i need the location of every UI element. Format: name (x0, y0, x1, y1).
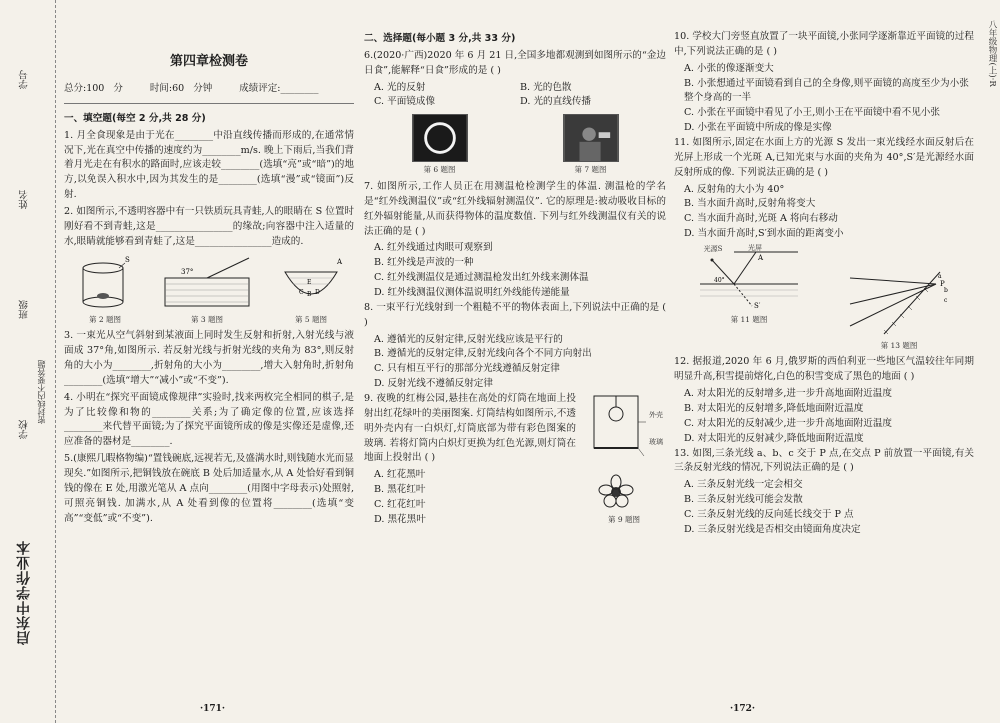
figure-7 (563, 114, 619, 176)
option: A. 反射角的大小为 40° (684, 183, 785, 195)
svg-text:S′: S′ (754, 302, 761, 311)
fig11-source-label: 光源S (703, 245, 723, 254)
option: A. 三条反射光线一定会相交 (684, 479, 803, 491)
option: A. 红花黑叶 (374, 469, 426, 481)
option: C. 三条反射光线的反向延长线交于 P 点 (684, 508, 854, 520)
page-number-right: ·172· (730, 704, 756, 715)
option: D. 光的直线传播 (520, 96, 592, 108)
time-limit: 时间:60 分钟 (149, 83, 213, 95)
fig9-glass-label: 玻璃 (649, 437, 663, 446)
fig11-screen-label: 光屏 (748, 243, 762, 252)
svg-text:A: A (337, 257, 343, 266)
figure-11 (694, 243, 804, 351)
option: B. 黑花红叶 (374, 484, 426, 496)
fig9-shell-label: 外壳 (649, 410, 663, 419)
option: C. 红花红叶 (374, 498, 426, 510)
exam-meta: 总分:100 分 时间:60 分钟 成绩评定:________ (64, 82, 354, 104)
figures-left (64, 254, 354, 326)
option: D. 对太阳光的反射减少,降低地面附近温度 (684, 432, 864, 444)
column-left (64, 30, 354, 528)
option: C. 平面镜成像 (374, 96, 436, 108)
question-5: 5.(康熙几暇格物编)“置钱碗底,远视若无,及盛满水时,则钱随水光而显现矣.”如图所示,把铜钱放在碗底 B 处后加适量水,从 A 处恰好看到铜钱的像在 E 处,用激光笔从 A 点向________(用图中字母表示)处照射,可照亮铜钱. 加满水,从 A 处看到像的位置将________(选填“变高”“变低”或“不变”). (64, 453, 354, 524)
option: C. 小张在平面镜中看见了小王,则小王在平面镜中看不见小张 (684, 107, 940, 119)
option: A. 遵循光的反射定律,反射光线应该是平行的 (374, 333, 563, 345)
option: B. 小张想通过平面镜看到自己的全身像,则平面镜的高度至少为小张整个身高的一半 (684, 77, 969, 104)
figure-13-caption: 第 13 题图 (880, 340, 918, 350)
svg-text:P: P (940, 279, 945, 288)
option: D. 反射光线不遵循反射定律 (374, 378, 493, 390)
figure-2 (75, 254, 135, 326)
figure-5 (279, 254, 343, 326)
section-choice-title: 二、选择题(每小题 3 分,共 33 分) (364, 33, 516, 44)
option: D. 黑花黑叶 (374, 513, 426, 525)
section-fill-title: 一、填空题(每空 2 分,共 28 分) (64, 112, 206, 124)
figure-6 (412, 114, 468, 176)
figure-7-caption: 第 7 题图 (574, 165, 607, 175)
svg-text:S: S (125, 255, 130, 264)
svg-text:a: a (938, 272, 942, 280)
option: A. 小张的像逐渐变大 (684, 62, 774, 74)
question-7: 7. 如图所示,工作人员正在用测温枪检测学生的体温. 测温枪的学名是“红外线测温仪”或“红外线辐射测温仪”. 它的原理是:被动吸收目标的红外辐射能量,从而获得物体的温度数值. 下列与红外线测温仪有关的说法正确的是 ( ) (364, 180, 666, 237)
figure-9 (582, 392, 666, 555)
figure-9-caption: 第 9 题图 (607, 514, 641, 524)
figure-3-caption: 第 3 题图 (190, 314, 224, 324)
option: B. 红外线是声波的一种 (374, 257, 474, 269)
svg-text:E: E (307, 278, 312, 286)
chapter-title: 第四章检测卷 (169, 54, 248, 69)
option: B. 光的色散 (520, 81, 572, 93)
grade-label: 八年级物理(上)·R (987, 20, 997, 87)
option: A. 光的反射 (374, 81, 426, 93)
figure-13 (844, 268, 954, 352)
option: B. 对太阳光的反射增多,降低地面附近温度 (684, 402, 864, 414)
grade-eval: 成绩评定: (239, 83, 281, 95)
option: B. 当水面升高时,反射角将变大 (684, 198, 816, 210)
option: B. 遵循光的反射定律,反射光线向各个不同方向射出 (374, 348, 592, 360)
option: A. 红外线通过肉眼可观察到 (374, 242, 493, 254)
figures-6-7 (364, 114, 666, 176)
question-3: 3. 一束光从空气斜射到某液面上同时发生反射和折射,入射光线与液面成 37°角,如图所示. 若反射光线与折射光线的夹角为 83°,则反射角的大小为________,折射角的大小为________,增大入射角时,折射角________(选填“增大”“减小”或“不变”). (64, 330, 354, 386)
page-number-left: ·171· (200, 704, 226, 715)
question-9-block (364, 392, 666, 555)
svg-text:C: C (299, 288, 304, 296)
seal-note: 密封线内不要答题 (37, 360, 46, 424)
option: C. 只有相互平行的那部分光线遵循反射定律 (374, 363, 560, 375)
question-1: 1. 月全食现象是由于光在________中沿直线传播而形成的,在通常情况下,光在真空中传播的速度约为________m/s. 晚上下雨后,当我们背着月光走在有积水的路面时,应该走较________(选填“亮”或“暗”)的地方,以免误入积水中,因为其发生的是________(选填“漫”或“镜面”)反射. (64, 129, 354, 201)
column-middle (364, 30, 666, 555)
class-label: 班级 (19, 300, 30, 319)
name-label: 姓名 (19, 190, 30, 209)
svg-text:A: A (758, 254, 764, 263)
option: C. 红外线测温仪是通过测温枪发出红外线来测体温 (374, 272, 589, 284)
question-13: 13. 如图,三条光线 a、b、c 交于 P 点,在交点 P 前放置一平面镜,有关三条反射光线的情况,下列说法正确的是 ( ) (674, 447, 974, 474)
question-12: 12. 据报道,2020 年 6 月,俄罗斯的西伯利亚一些地区气温较往年同期明显升高,积雪提前熔化,白色的积雪变成了黑色的地面 ( ) (674, 356, 974, 383)
svg-text:D: D (315, 288, 320, 296)
svg-text:c: c (944, 296, 948, 304)
column-right (674, 30, 974, 538)
question-9: 9. 夜晚的红梅公园,悬挂在高处的灯筒在地面上投射出红花绿叶的美丽图案. 灯筒结构如图所示,不透明外壳内有一白炽灯,灯筒底部为带有彩色图案的玻璃. 若将灯筒内白炽灯更换为红色光源,则灯筒在地面上投射出 ( ) (364, 392, 576, 464)
option: D. 当水面升高时,S′到水面的距离变小 (684, 228, 844, 240)
question-6: 6.(2020·广西)2020 年 6 月 21 日,全国多地都观测到如图所示的“金边日食”,能解释“日食”形成的是 ( ) (364, 49, 666, 76)
svg-text:b: b (944, 286, 948, 294)
question-10: 10. 学校大门旁竖直放置了一块平面镜,小张同学逐渐靠近平面镜的过程中,下列说法正确的是 ( ) (674, 31, 974, 57)
total-score: 总分:100 分 (64, 83, 123, 95)
number-label: 学号 (19, 70, 30, 89)
question-2: 2. 如图所示,不透明容器中有一只铁质玩具青蛙,人的眼睛在 S 位置时刚好看不到青蛙,这是________________的缘故;向容器中注入适量的水,眼睛就能够看到青蛙了,这是________________造成的. (64, 206, 355, 247)
option: C. 对太阳光的反射减少,进一步升高地面附近温度 (684, 417, 893, 429)
figure-3 (157, 254, 257, 326)
option: D. 三条反射光线是否相交由镜面角度决定 (684, 523, 861, 535)
figure-6-caption: 第 6 题图 (423, 165, 456, 175)
right-strip (986, 0, 1000, 723)
question-9-text (364, 392, 576, 555)
option: C. 当水面升高时,光斑 A 将向右移动 (684, 213, 838, 225)
option: D. 红外线测温仪测体温说明红外线能传递能量 (374, 286, 570, 298)
question-4: 4. 小明在“探究平面镜成像规律”实验时,找来两枚完全相同的棋子,是为了比较像和物的________关系;为了确定像的位置,应该选择________来代替平面镜;为了探究平面镜所成的像是实像还是虚像,还应准备的器材是________. (64, 391, 354, 448)
angle-label: 37° (181, 267, 194, 276)
question-8: 8. 一束平行光线射到一个粗糙不平的物体表面上,下列说法中正确的是 ( ) (364, 301, 666, 328)
option: A. 对太阳光的反射增多,进一步升高地面附近温度 (684, 388, 892, 400)
figure-11-caption: 第 11 题图 (730, 314, 768, 324)
school-name: 启东中学作业本 (16, 540, 32, 645)
school-label: 学校 (19, 420, 30, 439)
fig11-angle: 40° (714, 277, 725, 285)
svg-text:B: B (307, 290, 312, 298)
binding-strip (0, 0, 56, 723)
figure-5-caption: 第 5 题图 (294, 314, 328, 324)
option: D. 小张在平面镜中所成的像是实像 (684, 122, 832, 134)
question-11: 11. 如图所示,固定在水面上方的光源 S 发出一束光线经水面反射后在光屏上形成一个光斑 A,已知光束与水面的夹角为 40°,S′是光源经水面反射所成的像. 下列说法正确的是 ( ) (674, 137, 974, 178)
figures-11-13 (674, 243, 974, 351)
question-6-options (364, 81, 666, 111)
figure-2-caption: 第 2 题图 (88, 314, 122, 324)
option: B. 三条反射光线可能会发散 (684, 494, 803, 506)
